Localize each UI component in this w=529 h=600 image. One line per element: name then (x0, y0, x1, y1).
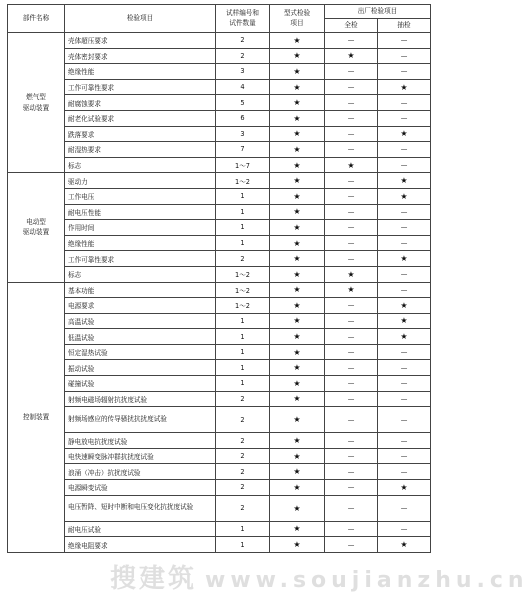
inspection-item-cell: 浪涌（冲击）抗扰度试验 (65, 464, 216, 480)
table-row (8, 266, 431, 282)
inspection-item-cell: 绝缘电阻要求 (65, 537, 216, 553)
inspection-item-cell: 耐老化试验要求 (65, 110, 216, 126)
type-test-cell: ★ (270, 344, 325, 360)
table-row (8, 48, 431, 64)
inspection-item-cell: 绝缘性能 (65, 235, 216, 251)
sample-count-cell: 1～7 (216, 157, 270, 173)
sample-count-cell: 1 (216, 537, 270, 553)
full-inspection-cell: — (325, 344, 378, 360)
table-row (8, 480, 431, 496)
sampling-inspection-cell: — (378, 407, 431, 433)
watermark-cn: 搜建筑 (110, 564, 198, 594)
inspection-item-cell: 工作电压 (65, 188, 216, 204)
sampling-inspection-cell: — (378, 48, 431, 64)
type-test-cell: ★ (270, 298, 325, 314)
header-full-inspection: 全检 (325, 19, 378, 33)
type-test-cell: ★ (270, 495, 325, 521)
inspection-item-cell: 电源要求 (65, 298, 216, 314)
sampling-inspection-cell: ★ (378, 298, 431, 314)
sample-count-cell: 1 (216, 204, 270, 220)
full-inspection-cell: ★ (325, 48, 378, 64)
sampling-inspection-cell: — (378, 391, 431, 407)
category-cell (8, 33, 65, 173)
full-inspection-cell: — (325, 433, 378, 449)
full-inspection-cell: ★ (325, 282, 378, 298)
full-inspection-cell: — (325, 313, 378, 329)
sampling-inspection-cell: — (378, 448, 431, 464)
category-name-line2: 驱动装置 (22, 103, 50, 112)
type-test-cell: ★ (270, 33, 325, 49)
sample-count-cell: 1 (216, 235, 270, 251)
table-row (8, 142, 431, 158)
type-test-cell: ★ (270, 521, 325, 537)
full-inspection-cell: — (325, 126, 378, 142)
type-test-cell: ★ (270, 360, 325, 376)
inspection-item-cell: 标志 (65, 157, 216, 173)
table-row (8, 95, 431, 111)
full-inspection-cell: — (325, 480, 378, 496)
header-sample-count (216, 5, 270, 33)
sample-count-cell: 3 (216, 126, 270, 142)
full-inspection-cell: — (325, 235, 378, 251)
category-cell (8, 173, 65, 282)
inspection-item-cell: 标志 (65, 266, 216, 282)
sample-count-cell: 2 (216, 407, 270, 433)
inspection-item-cell: 工作可靠性要求 (65, 251, 216, 267)
full-inspection-cell: — (325, 521, 378, 537)
table-row (8, 360, 431, 376)
sample-count-cell: 2 (216, 495, 270, 521)
category-name-line2: 驱动装置 (22, 228, 50, 237)
type-test-cell: ★ (270, 537, 325, 553)
sampling-inspection-cell: ★ (378, 251, 431, 267)
sample-count-cell: 2 (216, 251, 270, 267)
sampling-inspection-cell: ★ (378, 79, 431, 95)
sampling-inspection-cell: — (378, 282, 431, 298)
sample-count-cell: 4 (216, 79, 270, 95)
type-test-cell: ★ (270, 235, 325, 251)
inspection-item-cell: 电快速瞬变脉冲群抗扰度试验 (65, 448, 216, 464)
inspection-item-cell: 基本功能 (65, 282, 216, 298)
sample-count-cell: 3 (216, 64, 270, 80)
type-test-cell: ★ (270, 376, 325, 392)
header-item: 检验项目 (65, 5, 216, 33)
header-sample-line2: 试件数量 (229, 18, 256, 27)
sample-count-cell: 1～2 (216, 282, 270, 298)
sampling-inspection-cell: — (378, 433, 431, 449)
type-test-cell: ★ (270, 282, 325, 298)
site-watermark (110, 558, 529, 595)
sampling-inspection-cell: ★ (378, 173, 431, 189)
type-test-cell: ★ (270, 313, 325, 329)
full-inspection-cell: — (325, 360, 378, 376)
sample-count-cell: 1～2 (216, 173, 270, 189)
inspection-item-cell: 壳体密封要求 (65, 48, 216, 64)
type-test-cell: ★ (270, 251, 325, 267)
full-inspection-cell: — (325, 495, 378, 521)
table-row (8, 220, 431, 236)
full-inspection-cell: ★ (325, 157, 378, 173)
sample-count-cell: 5 (216, 95, 270, 111)
full-inspection-cell: — (325, 204, 378, 220)
sample-count-cell: 2 (216, 33, 270, 49)
table-row (8, 251, 431, 267)
sample-count-cell: 2 (216, 480, 270, 496)
table-row (8, 188, 431, 204)
table-row (8, 313, 431, 329)
full-inspection-cell: — (325, 173, 378, 189)
sample-count-cell: 1 (216, 521, 270, 537)
inspection-item-cell: 电源瞬变试验 (65, 480, 216, 496)
table-row (8, 407, 431, 433)
full-inspection-cell: — (325, 33, 378, 49)
sample-count-cell: 2 (216, 448, 270, 464)
table-row (8, 448, 431, 464)
sampling-inspection-cell: — (378, 495, 431, 521)
inspection-item-cell: 耐湿热要求 (65, 142, 216, 158)
inspection-item-cell: 绝缘性能 (65, 64, 216, 80)
inspection-item-cell: 恒定湿热试验 (65, 344, 216, 360)
table-row (8, 495, 431, 521)
type-test-cell: ★ (270, 204, 325, 220)
type-test-cell: ★ (270, 329, 325, 345)
full-inspection-cell: — (325, 407, 378, 433)
type-test-cell: ★ (270, 433, 325, 449)
sampling-inspection-cell: — (378, 95, 431, 111)
full-inspection-cell: — (325, 391, 378, 407)
inspection-item-cell: 振动试验 (65, 360, 216, 376)
sampling-inspection-cell: ★ (378, 126, 431, 142)
full-inspection-cell: — (325, 376, 378, 392)
full-inspection-cell: — (325, 79, 378, 95)
table-row (8, 33, 431, 49)
table-body (8, 33, 431, 553)
sample-count-cell: 6 (216, 110, 270, 126)
sample-count-cell: 2 (216, 391, 270, 407)
watermark-url: www.soujianzhu.cn (205, 568, 529, 593)
type-test-cell: ★ (270, 79, 325, 95)
table-row (8, 235, 431, 251)
sampling-inspection-cell: ★ (378, 188, 431, 204)
sampling-inspection-cell: — (378, 33, 431, 49)
sampling-inspection-cell: — (378, 142, 431, 158)
sample-count-cell: 2 (216, 464, 270, 480)
inspection-item-cell: 壳体超压要求 (65, 33, 216, 49)
type-test-cell: ★ (270, 266, 325, 282)
sampling-inspection-cell: ★ (378, 329, 431, 345)
sample-count-cell: 1 (216, 329, 270, 345)
header-type-test (270, 5, 325, 33)
sample-count-cell: 2 (216, 48, 270, 64)
sample-count-cell: 2 (216, 433, 270, 449)
sampling-inspection-cell: — (378, 235, 431, 251)
inspection-item-cell: 碰撞试验 (65, 376, 216, 392)
table-row (8, 329, 431, 345)
type-test-cell: ★ (270, 448, 325, 464)
sampling-inspection-cell: — (378, 204, 431, 220)
inspection-item-cell: 跌落要求 (65, 126, 216, 142)
table-row (8, 64, 431, 80)
inspection-item-cell: 驱动力 (65, 173, 216, 189)
sample-count-cell: 1～2 (216, 298, 270, 314)
table-row (8, 464, 431, 480)
sample-count-cell: 1 (216, 360, 270, 376)
type-test-cell: ★ (270, 110, 325, 126)
category-cell (8, 282, 65, 552)
table-row (8, 110, 431, 126)
category-name-line1: 燃气型 (26, 93, 46, 102)
inspection-items-table (7, 4, 431, 553)
type-test-cell: ★ (270, 126, 325, 142)
table-row (8, 126, 431, 142)
table-row (8, 344, 431, 360)
sample-count-cell: 1～2 (216, 266, 270, 282)
sample-count-cell: 1 (216, 344, 270, 360)
sampling-inspection-cell: — (378, 521, 431, 537)
type-test-cell: ★ (270, 48, 325, 64)
inspection-item-cell: 高温试验 (65, 313, 216, 329)
table-row (8, 157, 431, 173)
header-sampling-inspection: 抽检 (378, 19, 431, 33)
type-test-cell: ★ (270, 157, 325, 173)
inspection-item-cell: 工作可靠性要求 (65, 79, 216, 95)
table-row (8, 521, 431, 537)
category-name-line1: 电动型 (26, 218, 46, 227)
full-inspection-cell: ★ (325, 266, 378, 282)
type-test-cell: ★ (270, 188, 325, 204)
inspection-item-cell: 耐电压试验 (65, 521, 216, 537)
inspection-item-cell: 电压暂降、短时中断和电压变化抗扰度试验 (65, 495, 216, 521)
full-inspection-cell: — (325, 448, 378, 464)
table-header (8, 5, 431, 33)
sample-count-cell: 1 (216, 313, 270, 329)
table-row (8, 537, 431, 553)
inspection-item-cell: 射频电磁场辐射抗扰度试验 (65, 391, 216, 407)
sampling-inspection-cell: — (378, 110, 431, 126)
header-category: 部件名称 (8, 5, 65, 33)
table-row (8, 298, 431, 314)
sampling-inspection-cell: — (378, 360, 431, 376)
full-inspection-cell: — (325, 329, 378, 345)
full-inspection-cell: — (325, 298, 378, 314)
header-factory-group: 出厂检验项目 (325, 5, 431, 19)
sampling-inspection-cell: — (378, 220, 431, 236)
full-inspection-cell: — (325, 142, 378, 158)
table-row (8, 282, 431, 298)
full-inspection-cell: — (325, 251, 378, 267)
full-inspection-cell: — (325, 464, 378, 480)
sampling-inspection-cell: — (378, 266, 431, 282)
inspection-item-cell: 耐电压性能 (65, 204, 216, 220)
sample-count-cell: 1 (216, 220, 270, 236)
type-test-cell: ★ (270, 173, 325, 189)
header-type-test-line1: 型式检验 (283, 8, 311, 17)
type-test-cell: ★ (270, 464, 325, 480)
inspection-item-cell: 静电放电抗扰度试验 (65, 433, 216, 449)
category-name-line1: 控制装置 (22, 413, 50, 422)
sample-count-cell: 1 (216, 188, 270, 204)
sampling-inspection-cell: ★ (378, 480, 431, 496)
sampling-inspection-cell: ★ (378, 313, 431, 329)
type-test-cell: ★ (270, 220, 325, 236)
inspection-item-cell: 射频场感应的传导骚扰抗扰度试验 (65, 407, 216, 433)
table-row (8, 204, 431, 220)
inspection-item-cell: 低温试验 (65, 329, 216, 345)
sampling-inspection-cell: — (378, 376, 431, 392)
header-sample-line1: 试样编号和 (226, 8, 259, 17)
type-test-cell: ★ (270, 480, 325, 496)
table-row (8, 376, 431, 392)
full-inspection-cell: — (325, 537, 378, 553)
full-inspection-cell: — (325, 220, 378, 236)
type-test-cell: ★ (270, 95, 325, 111)
type-test-cell: ★ (270, 391, 325, 407)
sampling-inspection-cell: — (378, 64, 431, 80)
type-test-cell: ★ (270, 142, 325, 158)
full-inspection-cell: — (325, 188, 378, 204)
inspection-item-cell: 耐腐蚀要求 (65, 95, 216, 111)
sample-count-cell: 1 (216, 376, 270, 392)
sampling-inspection-cell: — (378, 344, 431, 360)
full-inspection-cell: — (325, 95, 378, 111)
sample-count-cell: 7 (216, 142, 270, 158)
sampling-inspection-cell: — (378, 157, 431, 173)
table-row (8, 433, 431, 449)
table-row (8, 391, 431, 407)
type-test-cell: ★ (270, 64, 325, 80)
sampling-inspection-cell: — (378, 464, 431, 480)
table-row (8, 79, 431, 95)
header-type-test-line2: 项目 (290, 18, 304, 27)
full-inspection-cell: — (325, 64, 378, 80)
type-test-cell: ★ (270, 407, 325, 433)
inspection-item-cell: 作用时间 (65, 220, 216, 236)
full-inspection-cell: — (325, 110, 378, 126)
table-row (8, 173, 431, 189)
sampling-inspection-cell: ★ (378, 537, 431, 553)
